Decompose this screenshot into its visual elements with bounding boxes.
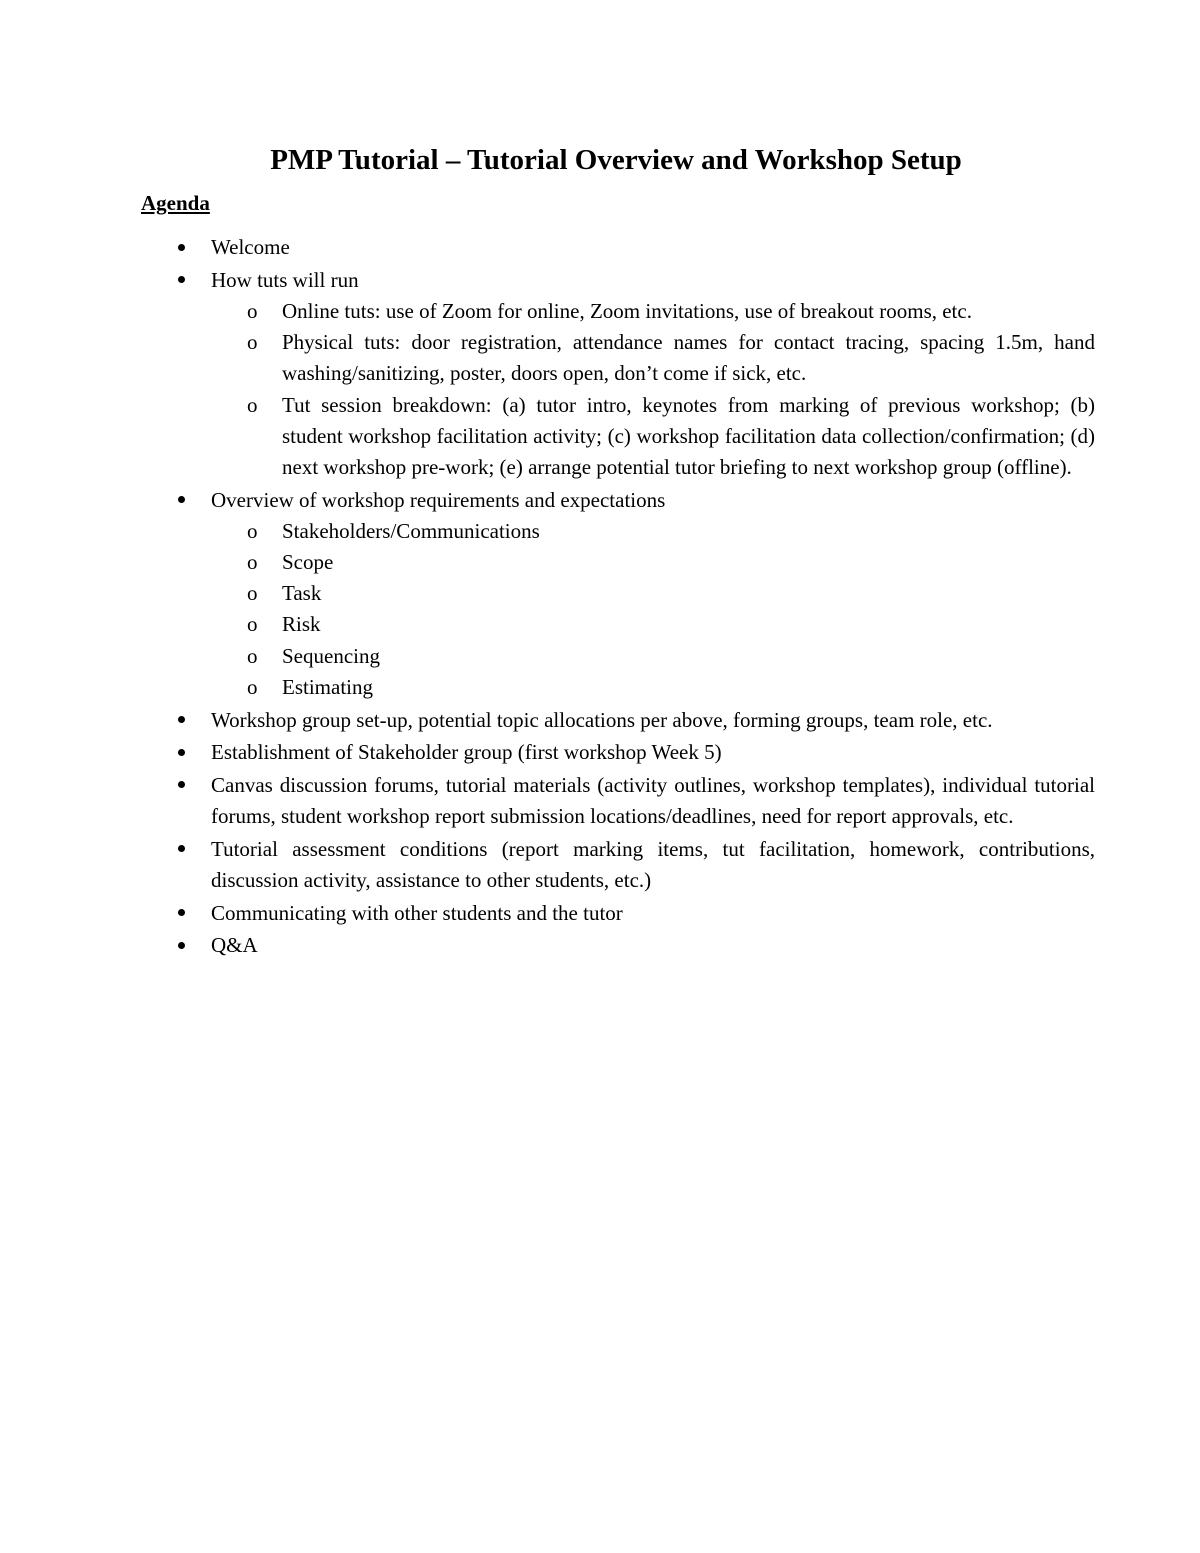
agenda-subitem-text: Task (282, 581, 322, 606)
circle-bullet-icon: o (247, 298, 258, 323)
agenda-item-text: Canvas discussion forums, tutorial materials (activity outlines, workshop templates), individual tutorial forums, student workshop report submission locations/deadlines, need for report approvals, etc. (211, 772, 1095, 829)
bullet-icon (178, 716, 185, 723)
agenda-subitem (211, 641, 1095, 672)
agenda-list (141, 232, 1095, 963)
agenda-subitem (211, 327, 1095, 389)
agenda-item-text: Communicating with other students and the tutor (211, 900, 623, 925)
bullet-icon (178, 909, 185, 916)
agenda-subitem-text: Risk (282, 612, 321, 637)
agenda-item (141, 834, 1095, 896)
agenda-subitem-text: Physical tuts: door registration, attendance names for contact tracing, spacing 1.5m, hand washing/sanitizing, poster, doors open, don’t come if sick, etc. (282, 330, 1095, 386)
agenda-item-text: Establishment of Stakeholder group (first workshop Week 5) (211, 740, 722, 765)
agenda-subitem-text: Sequencing (282, 643, 380, 668)
circle-bullet-icon: o (247, 581, 258, 606)
circle-bullet-icon: o (247, 330, 258, 355)
agenda-subitem (211, 609, 1095, 640)
bullet-icon (178, 845, 185, 852)
bullet-icon (178, 942, 185, 949)
agenda-item (141, 265, 1095, 483)
agenda-item (141, 898, 1095, 929)
agenda-item-text: Workshop group set-up, potential topic allocations per above, forming groups, team role, etc. (211, 707, 993, 732)
document-title: PMP Tutorial – Tutorial Overview and Workshop Setup (270, 144, 962, 176)
circle-bullet-icon: o (247, 674, 258, 699)
agenda-item-text: Q&A (211, 933, 258, 958)
agenda-item (141, 930, 1095, 961)
agenda-item-text: How tuts will run (211, 267, 359, 292)
bullet-icon (178, 749, 185, 756)
agenda-item-text: Overview of workshop requirements and expectations (211, 487, 666, 512)
agenda-subitem (211, 390, 1095, 484)
agenda-subitem (211, 516, 1095, 547)
agenda-item (141, 737, 1095, 768)
agenda-item-text: Tutorial assessment conditions (report marking items, tut facilitation, homework, contributions, discussion activity, assistance to other students, etc.) (211, 836, 1095, 893)
bullet-icon (178, 781, 185, 788)
circle-bullet-icon: o (247, 518, 258, 543)
agenda-item (141, 770, 1095, 832)
agenda-subitem (211, 578, 1095, 609)
agenda-subitem (211, 296, 1095, 327)
agenda-subitem-text: Scope (282, 550, 334, 575)
agenda-heading: Agenda (141, 191, 210, 215)
agenda-item-text: Welcome (211, 235, 290, 259)
circle-bullet-icon: o (247, 643, 258, 668)
bullet-icon (178, 276, 185, 283)
circle-bullet-icon: o (247, 392, 258, 417)
agenda-subitem-text: Estimating (282, 674, 373, 699)
agenda-subitem-text: Stakeholders/Communications (282, 518, 540, 543)
circle-bullet-icon: o (247, 550, 258, 575)
circle-bullet-icon: o (247, 612, 258, 637)
agenda-sublist (211, 296, 1095, 483)
agenda-subitem (211, 672, 1095, 703)
agenda-subitem-text: Tut session breakdown: (a) tutor intro, keynotes from marking of previous workshop; (b) student workshop facilitation activity; (c) workshop facilitation data collection/confirmation; (d) next workshop pre-work; (e) arrange potential tutor briefing to next workshop group (offline). (282, 392, 1095, 479)
bullet-icon (178, 496, 185, 503)
agenda-item (141, 485, 1095, 703)
agenda-sublist (211, 516, 1095, 703)
agenda-item (141, 705, 1095, 736)
agenda-subitem (211, 547, 1095, 578)
agenda-subitem-text: Online tuts: use of Zoom for online, Zoom invitations, use of breakout rooms, etc. (282, 298, 972, 323)
agenda-item (141, 232, 1095, 263)
bullet-icon (178, 244, 185, 251)
